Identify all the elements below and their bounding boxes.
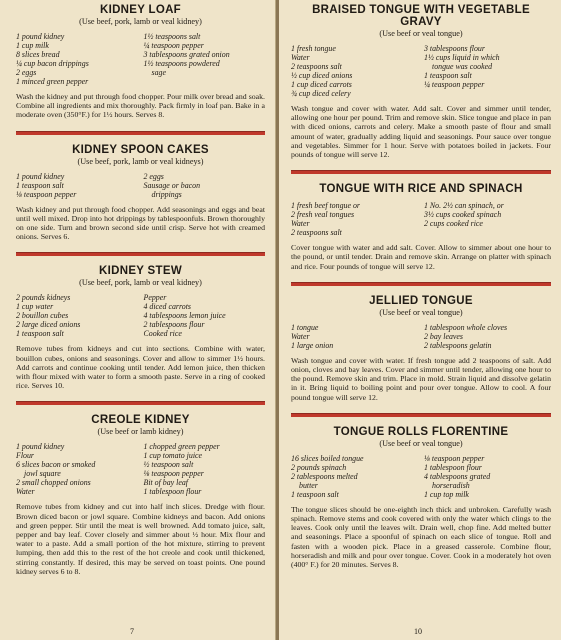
ingredient: Sausage or bacon: [143, 180, 201, 190]
ingredient: 1 cup diced carrots: [291, 80, 352, 89]
ingredient: jowl square: [24, 469, 61, 479]
ingredient: 2 teaspoons salt: [291, 62, 342, 71]
recipe-jellied-tongue: [291, 295, 551, 402]
ingredient: 1 cup milk: [16, 41, 49, 50]
ingredient: 4 tablespoons grated: [424, 471, 491, 481]
ingredient: 2 eggs: [143, 171, 164, 181]
recipe-subtitle: (Use beef or veal tongue): [379, 29, 463, 38]
ingredient: Bit of bay leaf: [143, 478, 188, 488]
recipe-title: KIDNEY LOAF: [99, 4, 182, 16]
recipe-creole-kidney: [16, 414, 265, 576]
recipe-title: TONGUE WITH RICE AND SPINACH: [319, 183, 523, 196]
ingredient: 2 cups cooked rice: [424, 219, 483, 229]
ingredient: tongue was cooked: [432, 62, 493, 71]
recipe-title: KIDNEY STEW: [99, 265, 182, 278]
ingredient: 1½ teaspoons salt: [143, 32, 201, 41]
ingredient: 2 bay leaves: [424, 331, 463, 341]
ingredient-list: [16, 293, 265, 338]
recipe-method: Wash kidney and put through food chopper. Add seasonings and eggs and beat until well mixed. Drop into hot drippings by tablespoonfuls. Brown thoroughly on one side. Turn and brown second side until crisp. Serve hot with creamed onions. Serves 6.: [16, 204, 265, 242]
ingredient: 1 teaspoon salt: [424, 71, 472, 80]
ingredient: 1 tablespoon flour: [143, 487, 202, 497]
left-page: [0, 0, 276, 640]
recipe-method: Wash the kidney and put through food chopper. Pour milk over bread and soak. Combine all ingredients and mix thoroughly. Pack firmly in loaf pan. Bake in a moderate oven (350°F.) for 1½ hours. Serves 8.: [16, 92, 265, 120]
ingredient: Cooked rice: [143, 329, 182, 339]
ingredient: ⅛ teaspoon pepper: [424, 453, 485, 463]
ingredient: 2 pounds kidneys: [16, 293, 71, 303]
ingredient-list: [291, 454, 551, 499]
ingredient-list: [16, 442, 265, 496]
ingredient-list: [16, 172, 265, 199]
recipe-title: KIDNEY SPOON CAKES: [72, 143, 209, 156]
ingredient: 2 teaspoons salt: [291, 228, 342, 238]
ingredient: 1 minced green pepper: [16, 77, 89, 86]
ingredient: 2 bouillon cubes: [16, 311, 69, 321]
ingredient: 4 diced carrots: [143, 302, 191, 312]
ingredient: butter: [299, 480, 318, 490]
ingredient: Water: [291, 331, 310, 341]
recipe-subtitle: (Use beef or veal tongue): [379, 307, 463, 317]
ingredient: 1 No. 2½ can spinach, or: [424, 201, 504, 211]
ingredient: 1 pound kidney: [16, 442, 65, 452]
ingredient: 3 tablespoons flour: [424, 44, 485, 53]
page-number: 10: [414, 627, 422, 636]
ingredient: 1 fresh tongue: [291, 44, 336, 53]
ingredient: ¼ teaspoon pepper: [143, 41, 204, 50]
ingredient: 1 cup tomato juice: [143, 451, 203, 461]
page-number: 7: [130, 627, 134, 636]
ingredient: 3 tablespoons grated onion: [143, 50, 230, 59]
ingredient: 2 eggs: [16, 68, 37, 77]
ingredient: 2 tablespoons melted: [291, 471, 358, 481]
recipe-method: Remove tubes from kidney and cut into half inch slices. Dredge with flour. Brown diced bacon or jowl square. Combine kidneys and bacon. Add onions and green pepper. Stir until the meat is well browned. Add tomato juice, salt, pepper and bay leaf. Cover closely and simmer about ½ hour. Mix flour and water to a paste. Add a small portion of the hot mixture, stirring to prevent lumping, then add this to the rest of the hot creole and cook until thickened, stirring constantly. If desired, this may be served on toast points. One pound kidney serves 6 to 8.: [16, 502, 265, 576]
recipe-method: Wash tongue and cover with water. If fresh tongue add 2 teaspoons of salt. Add onion, cloves and bay leaves. Cover and simmer until tender, allowing one hour to the pound. Remove skin and trim. Place in mold. Strain liquid and dissolve gelatin in it. Bring liquid to boiling point and pour over tongue. Allow to cool. A four pound tongue will serve 12.: [291, 355, 551, 402]
recipe-subtitle: (Use beef or veal tongue): [379, 438, 463, 448]
ingredient: ¾ cup diced celery: [291, 89, 351, 98]
divider-rule: [291, 282, 551, 286]
ingredient: 1½ cups liquid in which: [424, 53, 500, 62]
ingredient: 1 fresh beef tongue or: [291, 201, 360, 211]
ingredient: 8 slices bread: [16, 50, 60, 59]
ingredient: Flour: [16, 451, 34, 461]
ingredient: 16 slices boiled tongue: [291, 453, 364, 463]
divider-rule: [291, 413, 551, 417]
ingredient: 1 teaspoon salt: [16, 329, 64, 339]
ingredient-list: [291, 323, 551, 350]
recipe-method: The tongue slices should be one-eighth inch thick and unbroken. Carefully wash spinach. Remove stems and cook covered with only the water which clings to the leaves. Cook only until the leaves wilt. Drain well, chop fine. Add melted butter and seasonings. Place a spoonful of spinach on each slice of tongue. Roll and fasten with a wooden pick. Place in a greased casserole. Combine flour, horseradish and milk and pour over tongue. Cover. Cook in a moderately hot oven (400° F.) for 20 minutes. Serves 8.: [291, 504, 551, 570]
ingredient: sage: [151, 68, 166, 77]
ingredient: 2 large diced onions: [16, 320, 81, 330]
recipe-kidney-loaf: [16, 4, 265, 120]
recipe-kidney-stew: [16, 265, 265, 390]
right-page: [279, 0, 561, 640]
divider-rule: [16, 401, 265, 405]
ingredient-list: [16, 32, 265, 86]
ingredient: ⅛ teaspoon pepper: [143, 469, 204, 479]
ingredient: 1 teaspoon salt: [16, 180, 64, 190]
ingredient: 1 pound kidney: [16, 32, 65, 41]
recipe-title: BRAISED TONGUE WITH VEGETABLE GRAVY: [312, 4, 530, 28]
ingredient: 1 chopped green pepper: [143, 442, 220, 452]
recipe-title: CREOLE KIDNEY: [91, 414, 190, 427]
ingredient: 6 slices bacon or smoked: [16, 460, 96, 470]
recipe-method: Wash tongue and cover with water. Add salt. Cover and simmer until tender, allowing one hour per pound. Trim and remove skin. Slice tongue and place in pan with diced onions, carrots and celery. Make a smooth paste of flour and small amount of water, gradually adding liquid and seasonings. Pour sauce over tongue and vegetables. Simmer for 1 hour. Serve with potatoes boiled in jackets. Four pounds of tongue will serve 12.: [291, 104, 551, 160]
ingredient: ½ teaspoon salt: [143, 460, 194, 470]
ingredient-list: [291, 201, 551, 237]
ingredient: Pepper: [143, 293, 167, 303]
ingredient: 1 pound kidney: [16, 171, 65, 181]
recipe-method: Remove tubes from kidneys and cut into sections. Combine with water, bouillon cubes, onions and seasonings. Cover and allow to simmer 1½ hours. Add carrots and continue cooking until tender. Add lemon juice, then thicken with flour mixed with water to form a smooth paste. Serve in a ring of cooked rice. Serves 10.: [16, 344, 265, 391]
recipe-title: JELLIED TONGUE: [369, 294, 473, 307]
ingredient: 1½ teaspoons powdered: [143, 59, 220, 68]
recipe-title: TONGUE ROLLS FLORENTINE: [333, 425, 509, 438]
ingredient: 2 fresh veal tongues: [291, 210, 355, 220]
ingredient: 3½ cups cooked spinach: [424, 210, 502, 220]
ingredient: ¼ cup bacon drippings: [16, 59, 89, 68]
ingredient: 1 tablespoon flour: [424, 462, 482, 472]
ingredient: Water: [291, 53, 310, 62]
ingredient: horseradish: [432, 480, 470, 490]
recipe-tongue-rolls-florentine: [291, 426, 551, 569]
recipe-kidney-spoon-cakes: [16, 144, 265, 242]
ingredient: 2 tablespoons gelatin: [424, 340, 492, 350]
ingredient: ⅛ teaspoon pepper: [16, 189, 77, 199]
recipe-subtitle: (Use beef, pork, lamb or veal kidneys): [77, 156, 204, 166]
ingredient: 4 tablespoons lemon juice: [143, 311, 226, 321]
recipe-method: Cover tongue with water and add salt. Cover. Allow to simmer about one hour to the pound, or until tender. Drain and remove skin. Arrange on platter with spinach and rice. Four pounds of tongue will serve 12.: [291, 243, 551, 271]
ingredient: 1 tongue: [291, 322, 319, 332]
ingredient: 1 teaspoon salt: [291, 489, 339, 499]
ingredient: 1 large onion: [291, 340, 334, 350]
divider-rule: [291, 170, 551, 174]
ingredient: 2 small chopped onions: [16, 478, 91, 488]
divider-rule: [16, 131, 265, 135]
ingredient: Water: [291, 219, 310, 229]
recipe-tongue-rice-spinach: [291, 183, 551, 271]
ingredient: Water: [16, 487, 35, 497]
ingredient: 1 cup water: [16, 302, 54, 312]
ingredient: 2 tablespoons flour: [143, 320, 205, 330]
recipe-braised-tongue: [291, 4, 551, 159]
ingredient: ½ cup diced onions: [291, 71, 353, 80]
recipe-subtitle: (Use beef, pork, lamb or veal kidney): [79, 17, 202, 26]
recipe-subtitle: (Use beef, pork, lamb or veal kidney): [79, 278, 202, 288]
ingredient: 1 tablespoon whole cloves: [424, 322, 508, 332]
ingredient: ¼ teaspoon pepper: [424, 80, 485, 89]
ingredient: drippings: [151, 189, 182, 199]
divider-rule: [16, 252, 265, 256]
ingredient: 1 cup top milk: [424, 489, 469, 499]
ingredient: 2 pounds spinach: [291, 462, 347, 472]
recipe-subtitle: (Use beef or lamb kidney): [97, 427, 184, 437]
ingredient-list: [291, 44, 551, 98]
